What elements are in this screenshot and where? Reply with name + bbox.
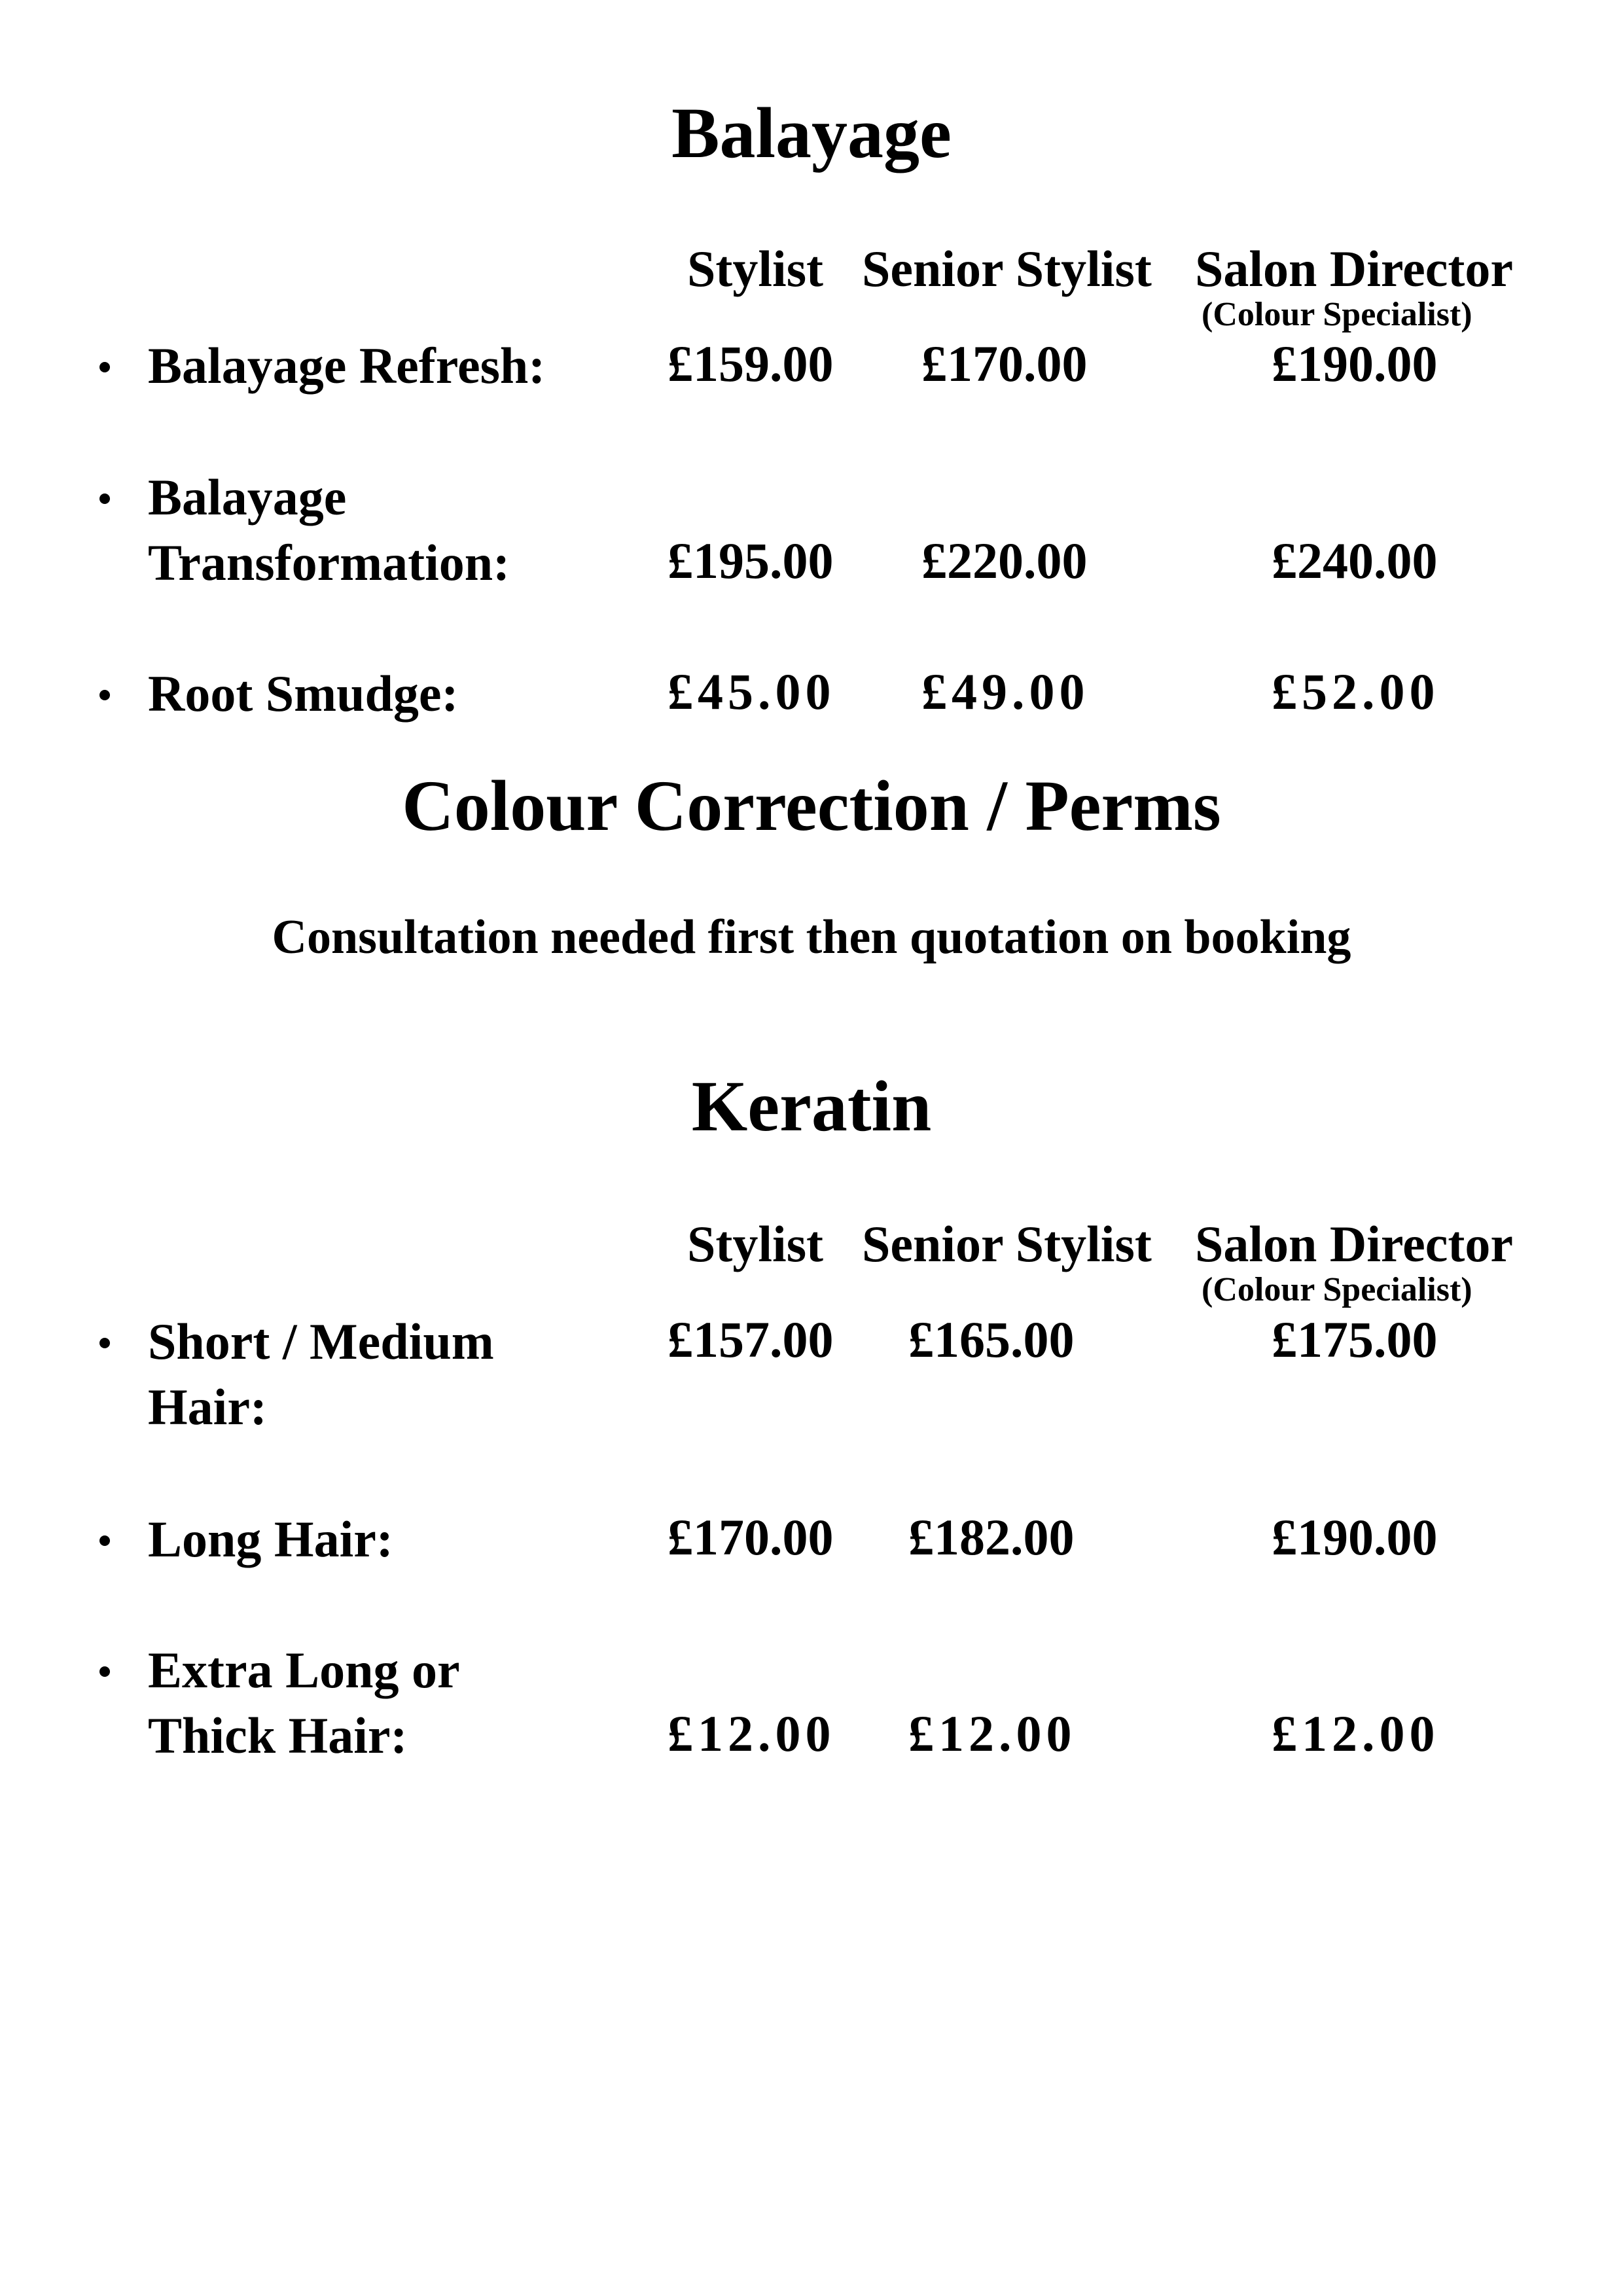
- keratin-col-salon-director: Salon Director: [1195, 1215, 1513, 1272]
- keratin-col-senior-stylist: Senior Stylist: [862, 1215, 1152, 1272]
- price-stylist: £12.00: [668, 1705, 836, 1762]
- bullet-icon: [99, 362, 110, 372]
- price-stylist: £159.00: [668, 335, 834, 392]
- bullet-icon: [99, 1338, 110, 1348]
- service-name: Balayage Refresh:: [148, 337, 546, 394]
- service-name-line2: Hair:: [148, 1378, 267, 1435]
- bullet-icon: [99, 690, 110, 700]
- price-stylist: £195.00: [668, 532, 834, 589]
- colour-correction-note: Consultation needed first then quotation on booking: [272, 910, 1351, 964]
- service-name: Root Smudge:: [148, 665, 459, 722]
- price-salon-director: £52.00: [1272, 663, 1440, 720]
- price-senior-stylist: £182.00: [908, 1509, 1075, 1566]
- price-salon-director: £175.00: [1272, 1311, 1438, 1368]
- bullet-icon: [99, 1535, 110, 1546]
- balayage-col-senior-stylist: Senior Stylist: [862, 240, 1152, 297]
- service-name-line2: Transformation:: [148, 534, 510, 591]
- colour-correction-title: Colour Correction / Perms: [402, 766, 1221, 846]
- price-senior-stylist: £170.00: [921, 335, 1088, 392]
- price-salon-director: £190.00: [1272, 335, 1438, 392]
- keratin-col-stylist: Stylist: [687, 1215, 824, 1272]
- keratin-col-director-note: (Colour Specialist): [1202, 1271, 1472, 1308]
- balayage-col-director-note: (Colour Specialist): [1202, 296, 1472, 333]
- price-stylist: £157.00: [668, 1311, 834, 1368]
- service-name-line1: Extra Long or: [148, 1641, 460, 1698]
- price-stylist: £45.00: [668, 663, 836, 720]
- price-senior-stylist: £12.00: [908, 1705, 1077, 1762]
- bullet-icon: [99, 1666, 110, 1677]
- price-senior-stylist: £220.00: [921, 532, 1088, 589]
- service-name-line2: Thick Hair:: [148, 1707, 408, 1764]
- bullet-icon: [99, 493, 110, 504]
- balayage-title: Balayage: [671, 93, 952, 173]
- service-name: Long Hair:: [148, 1511, 393, 1568]
- price-salon-director: £12.00: [1272, 1705, 1440, 1762]
- balayage-col-stylist: Stylist: [687, 240, 824, 297]
- price-salon-director: £190.00: [1272, 1509, 1438, 1566]
- price-stylist: £170.00: [668, 1509, 834, 1566]
- price-senior-stylist: £165.00: [908, 1311, 1075, 1368]
- service-name-line1: Short / Medium: [148, 1313, 494, 1370]
- price-salon-director: £240.00: [1272, 532, 1438, 589]
- price-senior-stylist: £49.00: [921, 663, 1090, 720]
- balayage-col-salon-director: Salon Director: [1195, 240, 1513, 297]
- service-name-line1: Balayage: [148, 469, 347, 526]
- keratin-title: Keratin: [691, 1066, 932, 1146]
